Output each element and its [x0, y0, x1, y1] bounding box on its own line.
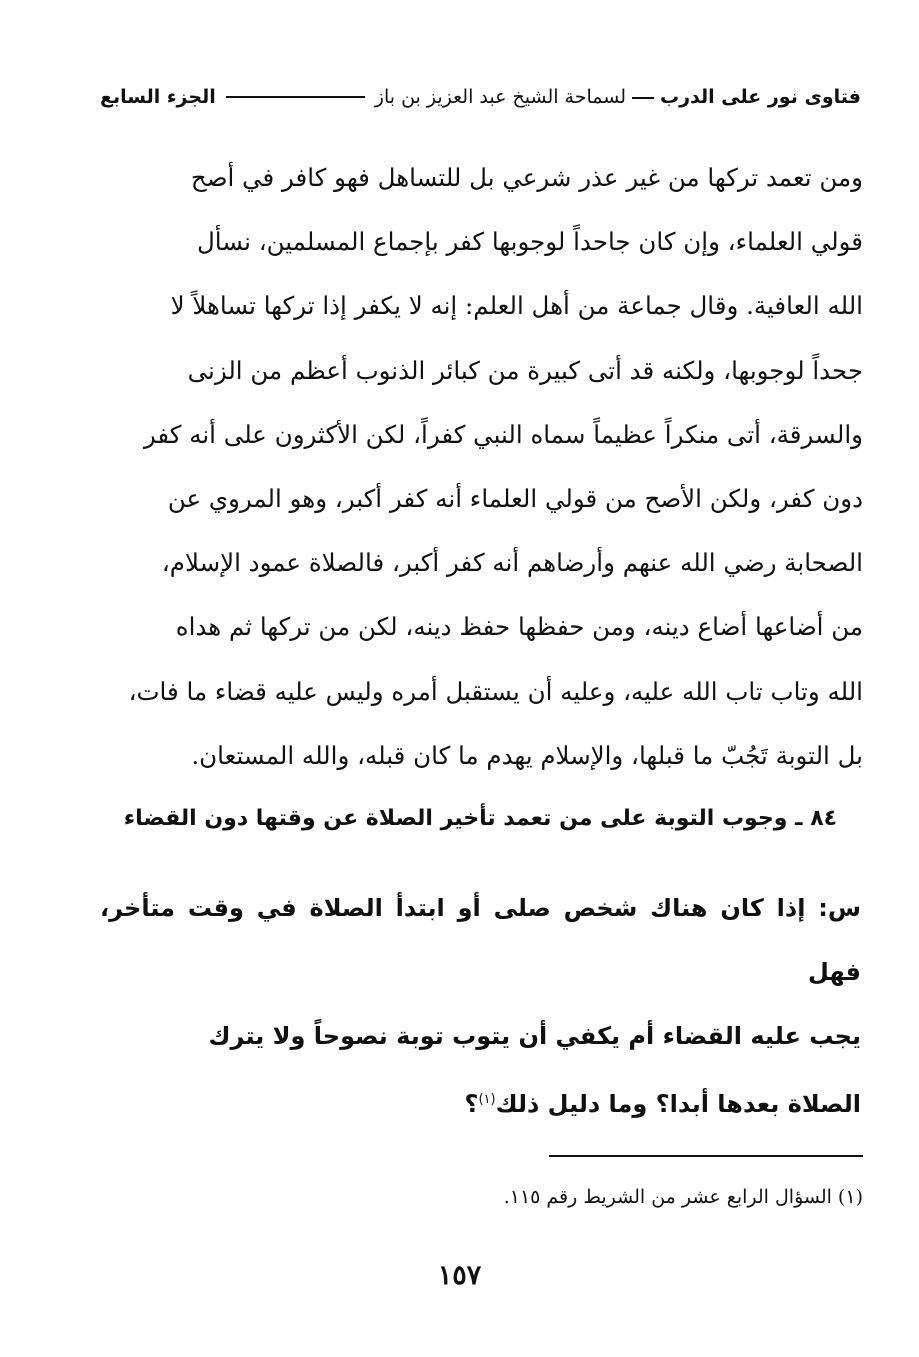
section-heading: ٨٤ ـ وجوب التوبة على من تعمد تأخير الصلاة عن وقتها دون القضاء [123, 806, 838, 831]
text-line: الصحابة رضي الله عنهم وأرضاهم أنه كفر أكبر، فالصلاة عمود الإسلام، [161, 548, 863, 578]
text-line: ومن تعمد تركها من غير عذر شرعي بل للتساهل فهو كافر في أصح [190, 163, 863, 192]
header-left-group [375, 86, 861, 108]
question-line: س: إذا كان هناك شخص صلى أو ابتدأ الصلاة في وقت متأخر، فهل [100, 894, 861, 986]
text-line: الله وتاب تاب الله عليه، وعليه أن يستقبل أمره وليس عليه قضاء ما فات، [128, 676, 863, 706]
text-line: قولي العلماء، وإن كان جاحداً لوجوبها كفر بإجماع المسلمين، نسأل [197, 227, 863, 257]
text-line: دون كفر، ولكن الأصح من قولي العلماء أنه كفر أكبر، وهو المروي عن [167, 484, 863, 514]
question-line: يجب عليه القضاء أم يكفي أن يتوب توبة نصوحاً ولا يترك [208, 1022, 861, 1050]
text-line: جحداً لوجوبها، ولكنه قد أتى كبيرة من كبائر الذنوب أعظم من الزنى [187, 355, 863, 385]
running-header [100, 86, 861, 108]
text-line: بل التوبة تَجُبّ ما قبلها، والإسلام يهدم ما كان قبله، والله المستعان. [191, 740, 863, 770]
question-mark: ؟ [464, 1090, 479, 1118]
footnote-marker: (١) [478, 1092, 496, 1107]
footnote-separator [549, 1155, 863, 1157]
header-author: لسماحة الشيخ عبد العزيز بن باز [374, 86, 626, 108]
text-line: الله العافية. وقال جماعة من أهل العلم: إنه لا يكفر إذا تركها تساهلاً لا [170, 291, 863, 321]
footnote: (١) السؤال الرابع عشر من الشريط رقم ١١٥. [503, 1186, 863, 1208]
question-line-last [100, 1068, 861, 1136]
header-book-title: فتاوى نور على الدرب [660, 86, 861, 108]
text-line: والسرقة، أتى منكراً عظيماً سماه النبي كفراً، لكن الأكثرون على أنه كفر [143, 419, 863, 449]
question-text [100, 876, 861, 1136]
answer-text [100, 146, 863, 788]
header-volume: الجزء السابع [100, 86, 216, 108]
header-rule [226, 96, 365, 98]
text-line: من أضاعها أضاع دينه، ومن حفظها حفظ دينه، لكن من تركها ثم هداه [175, 612, 863, 642]
page-number: ١٥٧ [437, 1260, 482, 1291]
question-line-text: الصلاة بعدها أبدا؟ وما دليل ذلك [495, 1090, 861, 1118]
header-dash [632, 97, 654, 99]
